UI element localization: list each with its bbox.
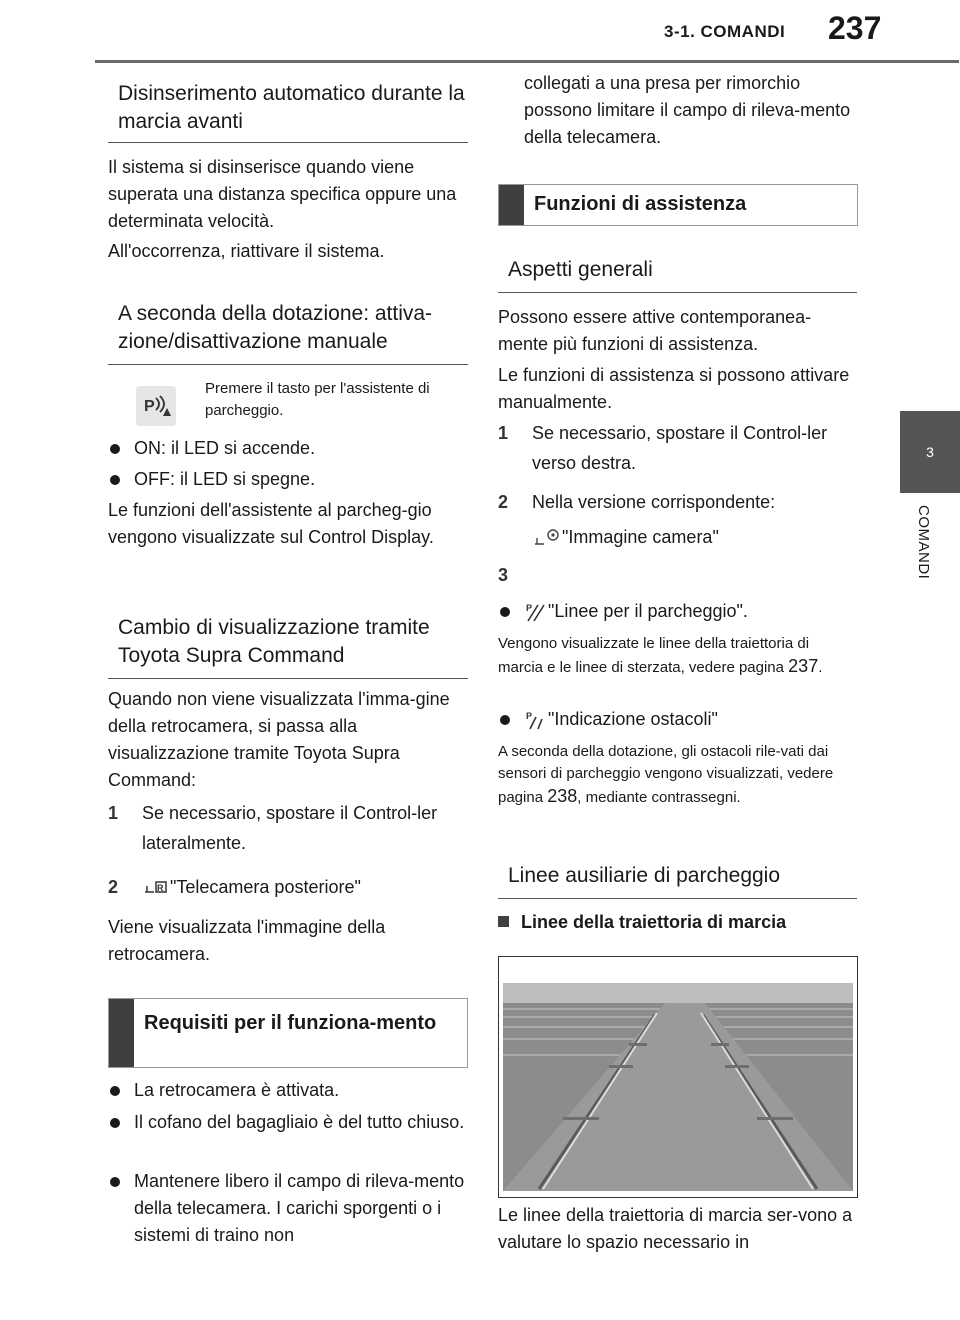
bullet-on: ON: il LED si accende. <box>108 435 474 462</box>
heading-display-change: Cambio di visualizzazione tramite Toyota Supra Command <box>108 614 468 679</box>
heading-parking-lines: Linee ausiliarie di parcheggio <box>498 862 857 899</box>
parking-lines-icon <box>524 601 548 623</box>
box-heading-assist-functions: Funzioni di assistenza <box>498 184 858 226</box>
section-title: 3-1. COMANDI <box>664 22 786 41</box>
paragraph-control-display: Le funzioni dell'assistente al parcheg-gio vengono visualizzate sul Control Display. <box>108 500 434 547</box>
paragraph-manual-activation: Le funzioni di assistenza si possono attivare manualmente. <box>498 365 850 412</box>
svg-text:P: P <box>144 398 155 415</box>
right-step-1: 1 Se necessario, spostare il Control-ler verso destra. <box>498 423 828 473</box>
heading-auto-disable: Disinserimento automatico durante la marcia avanti <box>108 80 468 143</box>
paragraph-disable-info: Il sistema si disinserisce quando viene superata una distanza specifica oppure una determinata velocità. <box>108 157 457 231</box>
header-divider <box>95 60 959 63</box>
page-reference[interactable]: 238 <box>547 786 578 806</box>
chapter-tab[interactable]: 3 <box>900 411 960 493</box>
page-reference[interactable]: 237 <box>788 656 819 676</box>
paragraph-continuation: collegati a una presa per rimorchio possono limitare il campo di rileva-mento della telecamera. <box>524 73 851 147</box>
park-assist-button-icon <box>136 386 176 426</box>
note-parking-lines: Vengono visualizzate le linee della traiettoria di marcia e le linee di sterzata, vedere pagina 237. <box>498 635 823 676</box>
obstacle-indicator-icon <box>524 709 548 731</box>
note-obstacle-indicator: A seconda della dotazione, gli ostacoli rile-vati dai sensori di parcheggio vengono visualizzati, vedere pagina 238, mediante contrassegni. <box>498 743 834 806</box>
right-step-3: 3 <box>498 565 509 585</box>
heading-general-aspects: Aspetti generali <box>498 256 857 293</box>
option-parking-lines: P "Linee per il parcheggio". <box>498 598 874 625</box>
press-button-note: Premere il tasto per l'assistente di parcheggio. <box>205 380 430 419</box>
left-step-1: 1 Se necessario, spostare il Control-ler lateralmente. <box>108 803 438 853</box>
camera-image-option: "Immagine camera" <box>532 522 852 552</box>
requirement-camera: La retrocamera è attivata. <box>108 1077 474 1104</box>
requirement-field: Mantenere libero il campo di rileva-mento della telecamera. I carichi sporgenti o i sistemi di traino non <box>108 1168 474 1249</box>
paragraph-camera-image: Viene visualizzata l'immagine della retrocamera. <box>108 917 386 964</box>
left-step-2: 2 R "Telecamera posteriore" <box>108 872 468 902</box>
heading-manual-toggle: A seconda della dotazione: attiva-zione/disattivazione manuale <box>108 300 468 365</box>
rear-camera-label: "Telecamera posteriore" <box>170 877 361 897</box>
svg-text:P: P <box>526 711 533 722</box>
bullet-off: OFF: il LED si spegne. <box>108 466 474 493</box>
subheading-trajectory-lines: Linee della traiettoria di marcia <box>498 912 858 933</box>
requirement-trunk: Il cofano del bagagliaio è del tutto chiuso. <box>108 1109 474 1136</box>
option-obstacle-indicator: P "Indicazione ostacoli" <box>498 706 874 733</box>
paragraph-display-switch: Quando non viene visualizzata l'imma-gine della retrocamera, si passa alla visualizzazione tramite Toyota Supra Command: <box>108 689 450 790</box>
right-step-2: 2 Nella versione corrispondente: <box>498 492 776 512</box>
rear-camera-icon <box>142 876 170 900</box>
trajectory-lines-figure <box>498 956 858 1198</box>
paragraph-multiple-functions: Possono essere attive contemporanea-mente più funzioni di assistenza. <box>498 307 812 354</box>
paragraph-reactivate: All'occorrenza, riattivare il sistema. <box>108 241 385 261</box>
paragraph-trajectory-lines: Le linee della traiettoria di marcia ser-vono a valutare lo spazio necessario in <box>498 1205 853 1252</box>
svg-text:R: R <box>157 883 164 894</box>
camera-settings-icon <box>532 526 562 550</box>
box-heading-requirements: Requisiti per il funziona-mento <box>108 998 468 1068</box>
chapter-label: COMANDI <box>915 505 932 580</box>
page-number: 237 <box>828 10 882 46</box>
svg-text:P: P <box>526 603 533 614</box>
